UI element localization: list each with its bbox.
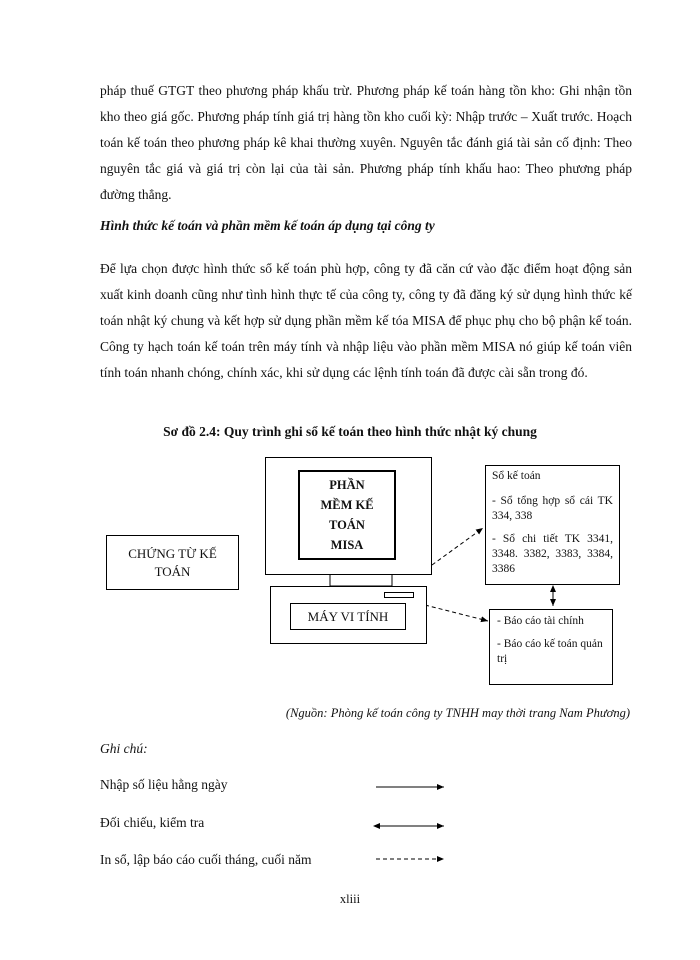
software-line-1: PHẦN (329, 478, 365, 492)
legend-label-print-reports: In sổ, lập báo cáo cuối tháng, cuối năm (100, 852, 312, 867)
main-paragraph: Để lựa chọn được hình thức sổ kế toán phù hợp, công ty đã căn cứ vào đặc điểm hoạt động sản xuất kinh doanh cũng như tình hình thực tế của công ty, công ty đã đăng ký sử dụng hình thức kế toán nhật ký chung và kết hợp sử dụng phần mềm kế tóa MISA để phục phụ cho bộ phận kế toán. Công ty hạch toán kế toán trên máy tính và nhập liệu vào phần mềm MISA nó giúp kế toán viên tính toán nhanh chóng, chính xác, khi sử dụng các lệnh tính toán đã được cài sẵn trong đó. (100, 261, 632, 380)
software-line-2: MỀM KẾ (320, 498, 374, 512)
legend-label-daily-input: Nhập số liệu hằng ngày (100, 777, 228, 792)
books-title: Sổ kế toán (492, 470, 541, 482)
computer-label: MÁY VI TÍNH (307, 608, 389, 624)
intro-paragraph: pháp thuế GTGT theo phương pháp khấu trừ. Phương pháp kế toán hàng tồn kho: Ghi nhận tồn kho theo giá gốc. Phương pháp tính giá trị hàng tồn kho cuối kỳ: Nhập trước – Xuất trước. Hoạch toán kế toán theo phương pháp kê khai thường xuyên. Nguyên tắc đánh giá tài sản cố định: Theo nguyên tắc giá và giá trị còn lại của tài sản. Phương pháp tính khấu hao: Theo phương pháp đường thẳng. (100, 83, 632, 202)
source-note: (Nguồn: Phòng kế toán công ty TNHH may thời trang Nam Phương) (285, 706, 630, 720)
voucher-label: CHỨNG TỪ KẾ TOÁN (128, 545, 217, 579)
notes-title: Ghi chú: (100, 741, 148, 756)
books-item-detail: - Sổ chi tiết TK 3341, 3348. 3382, 3383, 3384, 3386 (492, 533, 613, 575)
legend-label-reconcile: Đối chiếu, kiểm tra (100, 815, 205, 830)
page-number: xliii (339, 892, 361, 906)
report-financial: - Báo cáo tài chính (497, 615, 584, 627)
software-line-4: MISA (330, 538, 364, 552)
diagram-caption: Sơ đồ 2.4: Quy trình ghi sổ kế toán theo hình thức nhật ký chung (163, 424, 537, 439)
books-item-general-ledger: - Sổ tổng hợp sổ cái TK 334, 338 (492, 495, 613, 522)
section-heading: Hình thức kế toán và phần mềm kế toán áp dụng tại công ty (100, 218, 435, 233)
software-line-3: TOÁN (329, 518, 365, 532)
report-management: - Báo cáo kế toán quản trị (497, 638, 603, 665)
